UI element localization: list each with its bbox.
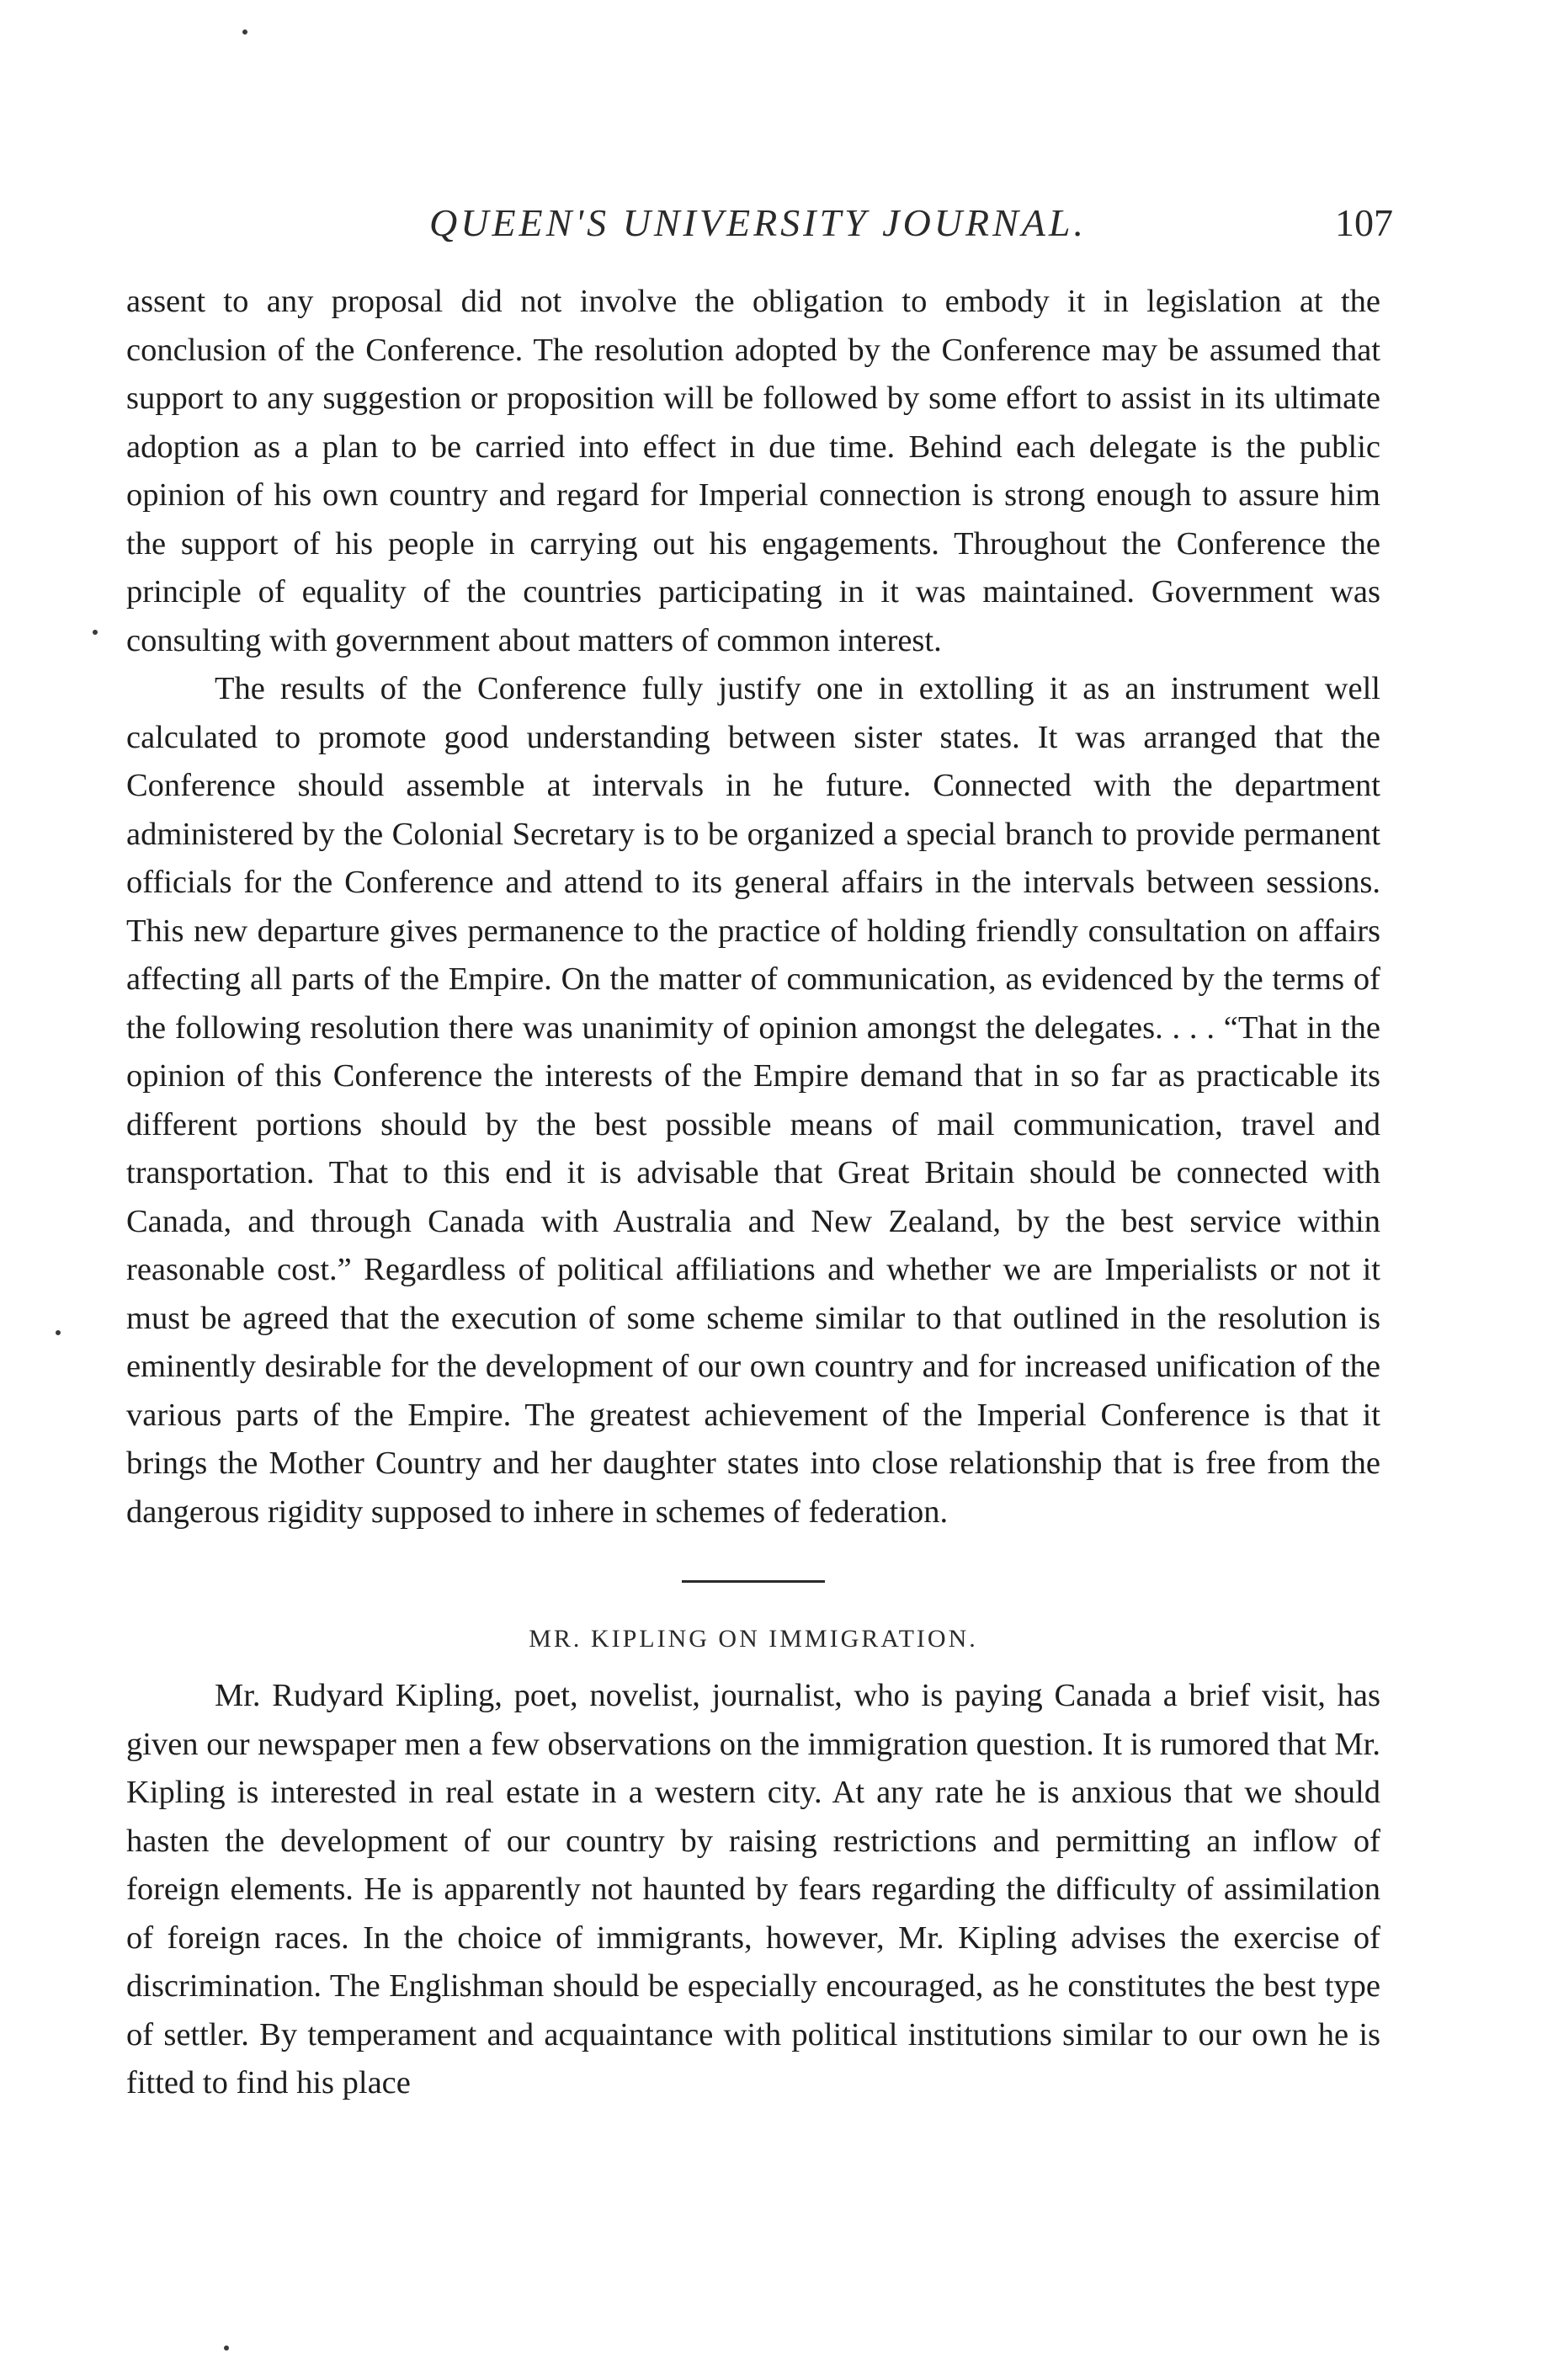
print-speck bbox=[242, 29, 247, 35]
section-heading: MR. KIPLING ON IMMIGRATION. bbox=[529, 1625, 978, 1653]
paragraph-continued: assent to any proposal did not involve the obligation to embody it in legislation at the conclusion of the Conference. The resolution adopted by the Conference may be assumed that support to any suggestion or proposition will be followed by some effort to assist in its ultimate adoption as a plan to be carried into effect in due time. Behind each delegate is the public opinion of his own country and regard for Imperial connection is strong enough to assure him the support of his people in carrying out his engagements. Throughout the Conference the principle of equality of the countries participating in it was maintained. Government was consulting with government about matters of common interest. bbox=[126, 284, 1380, 658]
page-number: 107 bbox=[1335, 201, 1393, 244]
running-title: QUEEN'S UNIVERSITY JOURNAL. bbox=[429, 201, 1087, 244]
text-column bbox=[126, 278, 1380, 2108]
running-header bbox=[215, 200, 1393, 259]
paragraph-conference-results: The results of the Conference fully justify one in extolling it as an instrument well calculated to promote good understanding between sister states. It was arranged that the Conference should assemble at intervals in he future. Connected with the department administered by the Colonial Secretary is to be organized a special branch to provide permanent officials for the Conference and attend to its general affairs in the intervals between sessions. This new departure gives permanence to the practice of holding friendly consultation on affairs affecting all parts of the Empire. On the matter of communication, as evidenced by the terms of the following resolution there was unanimity of opinion amongst the delegates. . . . “That in the opinion of this Conference the interests of the Empire demand that in so far as practicable its different portions should by the best possible means of mail communication, travel and transportation. That to this end it is advisable that Great Britain should be connected with Canada, and through Canada with Australia and New Zealand, by the best service within reasonable cost.” Regardless of political affiliations and whether we are Imperialists or not it must be agreed that the execution of some scheme similar to that outlined in the resolution is eminently desirable for the development of our own country and for increased unification of the various parts of the Empire. The greatest achievement of the Imperial Conference is that it brings the Mother Country and her daughter states into close relationship that is free from the dangerous rigidity supposed to inhere in schemes of federation. bbox=[126, 671, 1380, 1530]
print-speck bbox=[56, 1330, 61, 1335]
paragraph-kipling: Mr. Rudyard Kipling, poet, novelist, journalist, who is paying Canada a brief visit, has given our newspaper men a few observations on the immigration question. It is rumored that Mr. Kipling is interested in real estate in a western city. At any rate he is anxious that we should hasten the development of our country by raising restrictions and permitting an inflow of foreign elements. He is apparently not haunted by fears regarding the difficulty of assimilation of foreign races. In the choice of immigrants, however, Mr. Kipling advises the exercise of discrimination. The Englishman should be especially encouraged, as he constitutes the best type of settler. By temperament and acquaintance with political institutions similar to our own he is fitted to find his place bbox=[126, 1678, 1380, 2100]
print-speck bbox=[224, 2345, 229, 2351]
print-speck bbox=[93, 630, 98, 635]
section-divider bbox=[682, 1580, 825, 1583]
